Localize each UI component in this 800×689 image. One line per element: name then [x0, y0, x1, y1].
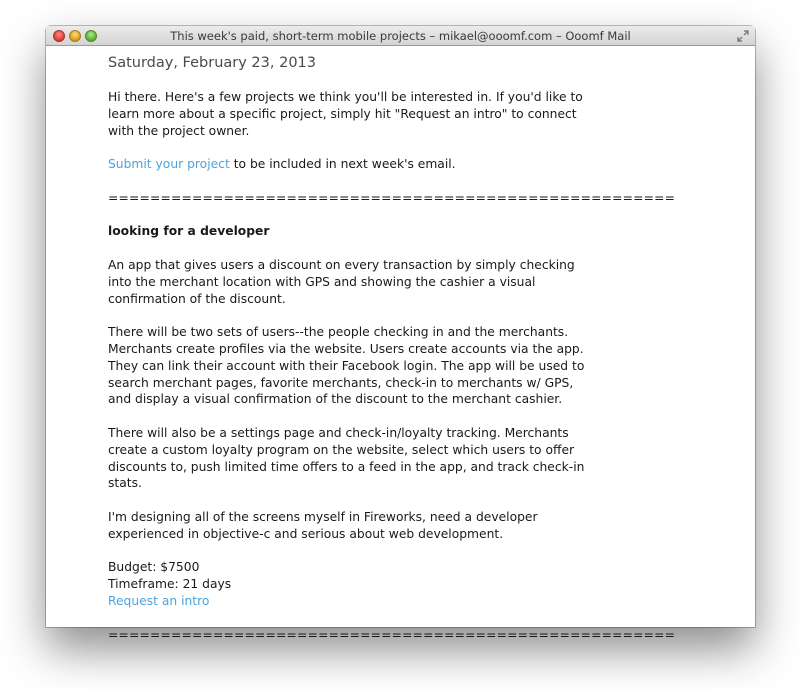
project-title: looking for a developer	[108, 224, 270, 239]
project-paragraph: There will also be a settings page and check-in/loyalty tracking. Merchants create a custom loyalty program on the website, select which users to offer discounts to, push limited time offers to a feed in the app, and track check-in stats.	[108, 425, 585, 491]
submit-line	[108, 156, 598, 173]
title-bar[interactable]	[46, 26, 755, 46]
submit-line-text: to be included in next week's email.	[229, 157, 456, 172]
project-paragraph: An app that gives users a discount on every transaction by simply checking into the merchant location with GPS and showing the cashier a visual confirmation of the discount.	[108, 257, 575, 306]
intro-text: Hi there. Here's a few projects we think you'll be interested in. If you'd like to learn more about a specific project, simply hit "Request an intro" to connect with the project owner.	[108, 90, 583, 138]
timeframe-text: Timeframe: 21 days	[108, 577, 232, 592]
submit-project-link[interactable]: Submit your project	[108, 157, 230, 172]
email-date: Saturday, February 23, 2013	[108, 55, 316, 71]
project-paragraph: I'm designing all of the screens myself in Fireworks, need a developer experienced in objective-c and serious about web development.	[108, 509, 538, 541]
window-title: This week's paid, short-term mobile projects – mikael@ooomf.com – Ooomf Mail	[170, 29, 631, 43]
request-intro-link[interactable]: Request an intro	[108, 593, 210, 608]
email-body	[108, 54, 676, 660]
mail-window	[46, 26, 755, 642]
project-paragraph: There will be two sets of users--the people checking in and the merchants. Merchants create profiles via the website. Users create accounts via the app. They can link their account with their Facebook login. The app will be used to search merchant pages, favorite merchants, check-in to merchants w/ GPS, and display a visual confirmation of the discount to the merchant cashier.	[108, 325, 585, 407]
separator-top: ======================================================	[108, 190, 676, 205]
separator-bottom: ======================================================	[108, 627, 676, 642]
project-details	[108, 559, 598, 609]
fullscreen-icon[interactable]	[737, 30, 749, 42]
budget-text: Budget: $7500	[108, 560, 200, 575]
